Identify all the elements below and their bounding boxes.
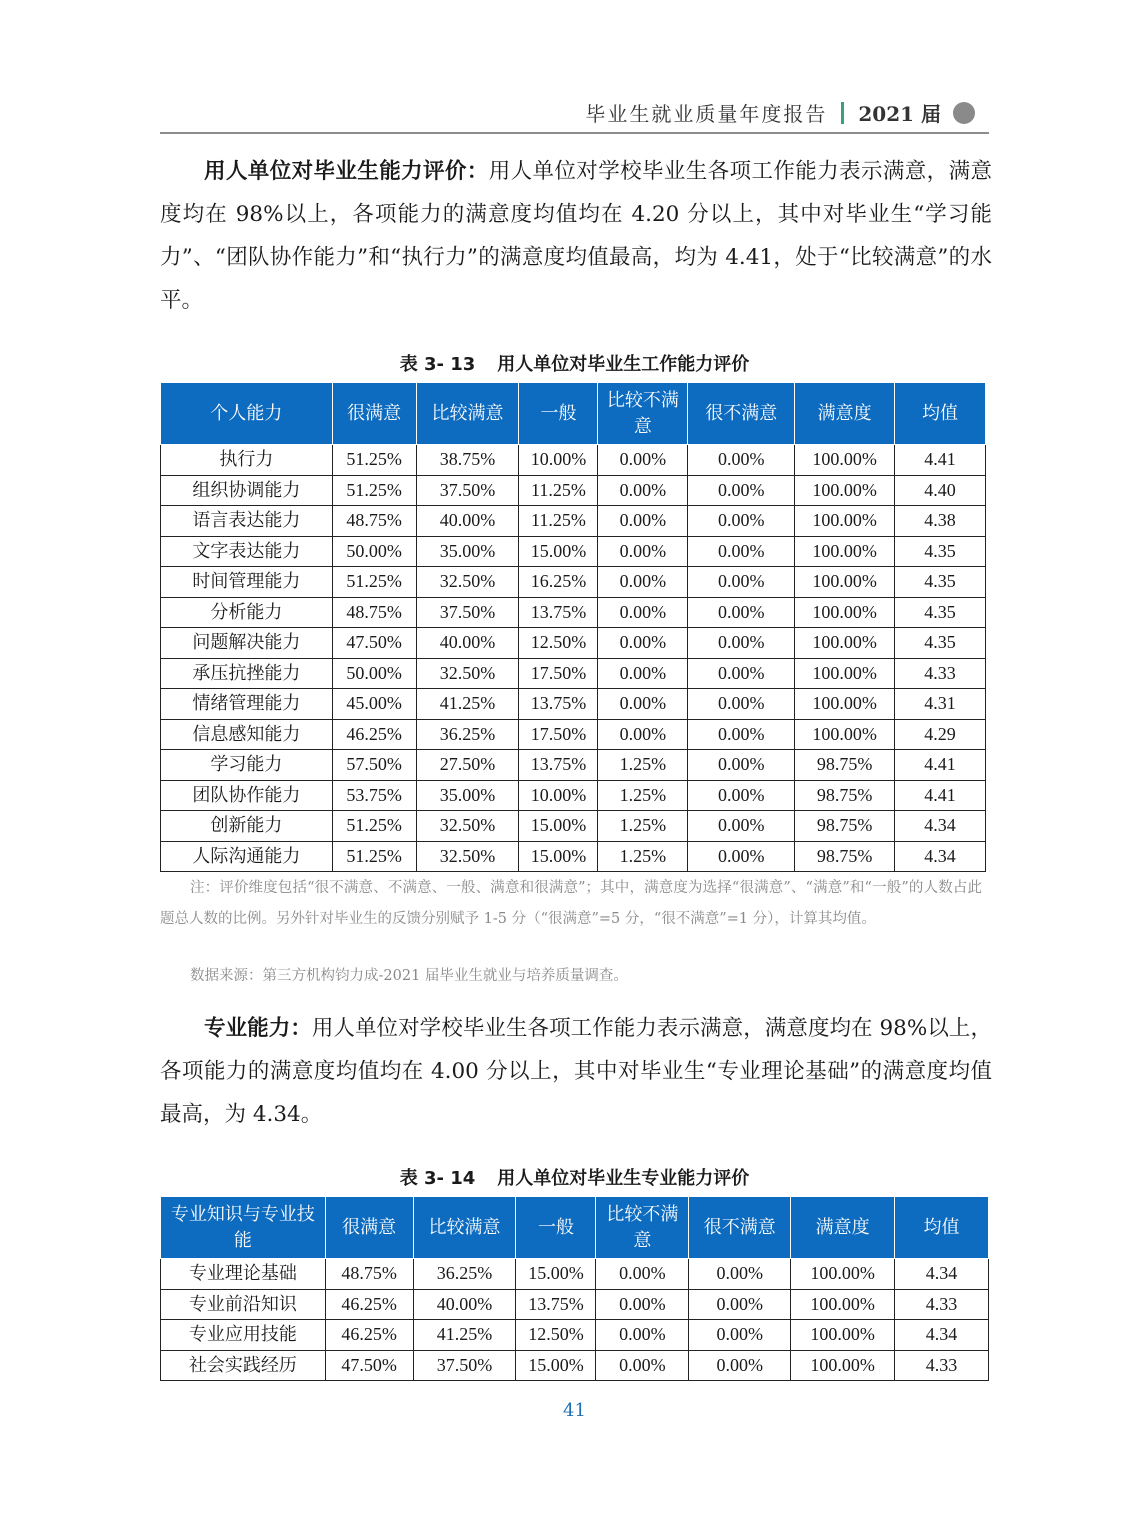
column-header: 均值 — [895, 1197, 989, 1259]
table-cell: 10.00% — [519, 780, 598, 811]
table-cell: 13.75% — [516, 1289, 596, 1320]
table2-title: 用人单位对毕业生专业能力评价 — [497, 1168, 750, 1189]
column-header: 一般 — [519, 383, 598, 445]
table-cell: 100.00% — [791, 1350, 895, 1381]
table-cell: 0.00% — [688, 536, 795, 567]
table-cell: 0.00% — [596, 1350, 689, 1381]
table1-number: 表 3- 13 — [399, 354, 476, 375]
table-cell: 45.00% — [332, 689, 416, 720]
table-cell: 0.00% — [688, 811, 795, 842]
table-cell: 1.25% — [598, 780, 688, 811]
table-cell: 0.00% — [598, 445, 688, 476]
column-header: 比较满意 — [416, 383, 519, 445]
table-cell: 50.00% — [332, 536, 416, 567]
table-row — [161, 841, 986, 872]
column-header: 比较不满意 — [596, 1197, 689, 1259]
table-row — [161, 719, 986, 750]
table-cell: 98.75% — [795, 841, 895, 872]
table-note: 注：评价维度包括“很不满意、不满意、一般、满意和很满意”；其中，满意度为选择“很满意”、“满意”和“一般”的人数占此题总人数的比例。另外针对毕业生的反馈分别赋予 1-5 分（“很满意”=5 分，“很不满意”=1 分），计算其均值。 — [160, 880, 982, 927]
row-label: 问题解决能力 — [161, 628, 333, 659]
table-cell: 0.00% — [598, 567, 688, 598]
table-cell: 100.00% — [795, 536, 895, 567]
column-header: 很满意 — [325, 1197, 413, 1259]
table-cell: 4.35 — [895, 597, 986, 628]
table-cell: 1.25% — [598, 841, 688, 872]
table-cell: 0.00% — [688, 658, 795, 689]
table-cell: 100.00% — [795, 567, 895, 598]
table-cell: 15.00% — [519, 536, 598, 567]
table-cell: 37.50% — [413, 1350, 516, 1381]
table-row — [161, 780, 986, 811]
table-cell: 0.00% — [598, 689, 688, 720]
paragraph-lead: 专业能力： — [204, 1016, 312, 1041]
table-cell: 50.00% — [332, 658, 416, 689]
work-ability-table — [160, 382, 986, 872]
table-cell: 0.00% — [598, 658, 688, 689]
table-cell: 15.00% — [516, 1259, 596, 1290]
table-row — [161, 1350, 989, 1381]
table-cell: 40.00% — [416, 506, 519, 537]
row-label: 分析能力 — [161, 597, 333, 628]
table-cell: 0.00% — [598, 597, 688, 628]
table-cell: 100.00% — [791, 1320, 895, 1351]
table-cell: 4.33 — [895, 658, 986, 689]
paragraph-lead: 用人单位对毕业生能力评价： — [204, 159, 489, 184]
table-row — [161, 689, 986, 720]
table-cell: 0.00% — [598, 719, 688, 750]
table-cell: 4.31 — [895, 689, 986, 720]
table-cell: 4.34 — [895, 841, 986, 872]
row-label: 团队协作能力 — [161, 780, 333, 811]
header-year: 2021 届 — [858, 102, 941, 126]
table-cell: 13.75% — [519, 750, 598, 781]
table-cell: 4.34 — [895, 1320, 989, 1351]
table-cell: 48.75% — [332, 597, 416, 628]
row-label: 文字表达能力 — [161, 536, 333, 567]
table-cell: 53.75% — [332, 780, 416, 811]
table-cell: 0.00% — [688, 475, 795, 506]
table-cell: 0.00% — [689, 1320, 791, 1351]
table-cell: 100.00% — [795, 597, 895, 628]
table-cell: 12.50% — [519, 628, 598, 659]
table-cell: 4.33 — [895, 1350, 989, 1381]
table-cell: 0.00% — [688, 750, 795, 781]
table-cell: 51.25% — [332, 567, 416, 598]
table-cell: 98.75% — [795, 811, 895, 842]
table-cell: 41.25% — [413, 1320, 516, 1351]
table-cell: 37.50% — [416, 475, 519, 506]
table-cell: 36.25% — [416, 719, 519, 750]
row-label: 人际沟通能力 — [161, 841, 333, 872]
table-cell: 51.25% — [332, 811, 416, 842]
table-cell: 13.75% — [519, 597, 598, 628]
column-header: 均值 — [895, 383, 986, 445]
data-source: 数据来源：第三方机构钧力成-2021 届毕业生就业与培养质量调查。 — [190, 968, 628, 984]
table-cell: 27.50% — [416, 750, 519, 781]
table-row — [161, 628, 986, 659]
table-cell: 4.34 — [895, 811, 986, 842]
table-row — [161, 506, 986, 537]
row-label: 情绪管理能力 — [161, 689, 333, 720]
table-cell: 15.00% — [519, 841, 598, 872]
table-cell: 40.00% — [413, 1289, 516, 1320]
header-dot-icon — [953, 102, 975, 124]
table-cell: 4.38 — [895, 506, 986, 537]
table-cell: 13.75% — [519, 689, 598, 720]
table-cell: 15.00% — [519, 811, 598, 842]
table-cell: 51.25% — [332, 841, 416, 872]
table-cell: 35.00% — [416, 780, 519, 811]
table-cell: 0.00% — [689, 1259, 791, 1290]
table-cell: 0.00% — [598, 475, 688, 506]
table-cell: 4.35 — [895, 536, 986, 567]
table-cell: 41.25% — [416, 689, 519, 720]
table-row — [161, 750, 986, 781]
table-cell: 10.00% — [519, 445, 598, 476]
table-cell: 32.50% — [416, 811, 519, 842]
column-header: 专业知识与专业技能 — [161, 1197, 326, 1259]
table-cell: 17.50% — [519, 658, 598, 689]
table-cell: 100.00% — [795, 506, 895, 537]
table-cell: 32.50% — [416, 567, 519, 598]
column-header: 比较不满意 — [598, 383, 688, 445]
table-cell: 57.50% — [332, 750, 416, 781]
table-row — [161, 1259, 989, 1290]
page-number: 41 — [563, 1400, 586, 1421]
page-header — [160, 96, 989, 134]
table-cell: 0.00% — [689, 1289, 791, 1320]
table-cell: 35.00% — [416, 536, 519, 567]
table-cell: 100.00% — [795, 628, 895, 659]
table-cell: 1.25% — [598, 811, 688, 842]
table-cell: 4.35 — [895, 567, 986, 598]
table-cell: 37.50% — [416, 597, 519, 628]
table-cell: 0.00% — [688, 445, 795, 476]
table-cell: 12.50% — [516, 1320, 596, 1351]
column-header: 很不满意 — [688, 383, 795, 445]
row-label: 承压抗挫能力 — [161, 658, 333, 689]
table-cell: 48.75% — [325, 1259, 413, 1290]
table-cell: 0.00% — [688, 689, 795, 720]
paragraph-professional-ability — [160, 1007, 992, 1136]
table-row — [161, 475, 986, 506]
column-header: 比较满意 — [413, 1197, 516, 1259]
row-label: 专业应用技能 — [161, 1320, 326, 1351]
table-cell: 0.00% — [688, 506, 795, 537]
table-cell: 16.25% — [519, 567, 598, 598]
table-cell: 4.33 — [895, 1289, 989, 1320]
table-cell: 100.00% — [795, 445, 895, 476]
row-label: 专业前沿知识 — [161, 1289, 326, 1320]
table-cell: 4.41 — [895, 445, 986, 476]
row-label: 信息感知能力 — [161, 719, 333, 750]
table-cell: 100.00% — [795, 475, 895, 506]
header-content — [585, 98, 975, 127]
table-cell: 0.00% — [688, 780, 795, 811]
row-label: 创新能力 — [161, 811, 333, 842]
table1-title: 用人单位对毕业生工作能力评价 — [497, 354, 750, 375]
table1-caption — [160, 350, 989, 376]
row-label: 时间管理能力 — [161, 567, 333, 598]
table-cell: 0.00% — [689, 1350, 791, 1381]
table-cell: 100.00% — [791, 1289, 895, 1320]
table-cell: 1.25% — [598, 750, 688, 781]
table-cell: 32.50% — [416, 841, 519, 872]
table-row — [161, 658, 986, 689]
table-cell: 98.75% — [795, 750, 895, 781]
table2-number: 表 3- 14 — [399, 1168, 476, 1189]
table-row — [161, 1320, 989, 1351]
table-cell: 0.00% — [596, 1259, 689, 1290]
paragraph-work-ability — [160, 150, 992, 322]
professional-ability-table — [160, 1196, 989, 1381]
paragraph-text: 用人单位对学校毕业生各项工作能力表示满意，满意度均在 98%以上，各项能力的满意度均值均在 4.00 分以上，其中对毕业生“专业理论基础”的满意度均值最高，为 4.34。 — [160, 1016, 992, 1127]
table-cell: 0.00% — [688, 567, 795, 598]
table-cell: 17.50% — [519, 719, 598, 750]
row-label: 语言表达能力 — [161, 506, 333, 537]
column-header: 一般 — [516, 1197, 596, 1259]
table-cell: 46.25% — [325, 1289, 413, 1320]
table-row — [161, 811, 986, 842]
table-cell: 32.50% — [416, 658, 519, 689]
table-row — [161, 1289, 989, 1320]
table-cell: 0.00% — [688, 841, 795, 872]
table-cell: 0.00% — [596, 1289, 689, 1320]
table-cell: 51.25% — [332, 445, 416, 476]
row-label: 社会实践经历 — [161, 1350, 326, 1381]
table-cell: 48.75% — [332, 506, 416, 537]
table-row — [161, 567, 986, 598]
header-separator — [841, 102, 844, 124]
table-header-row — [161, 383, 986, 445]
table-cell: 4.35 — [895, 628, 986, 659]
table-cell: 98.75% — [795, 780, 895, 811]
column-header: 很满意 — [332, 383, 416, 445]
table-cell: 47.50% — [325, 1350, 413, 1381]
table-cell: 51.25% — [332, 475, 416, 506]
table-cell: 4.34 — [895, 1259, 989, 1290]
table-cell: 0.00% — [596, 1320, 689, 1351]
table-cell: 11.25% — [519, 475, 598, 506]
table-cell: 0.00% — [688, 719, 795, 750]
table-cell: 100.00% — [791, 1259, 895, 1290]
table-cell: 46.25% — [325, 1320, 413, 1351]
table-cell: 0.00% — [598, 506, 688, 537]
row-label: 学习能力 — [161, 750, 333, 781]
table-cell: 0.00% — [688, 628, 795, 659]
table-cell: 4.29 — [895, 719, 986, 750]
table-row — [161, 445, 986, 476]
table-cell: 100.00% — [795, 689, 895, 720]
row-label: 专业理论基础 — [161, 1259, 326, 1290]
table-cell: 36.25% — [413, 1259, 516, 1290]
column-header: 个人能力 — [161, 383, 333, 445]
table-cell: 100.00% — [795, 719, 895, 750]
column-header: 满意度 — [795, 383, 895, 445]
table-cell: 4.40 — [895, 475, 986, 506]
header-title: 毕业生就业质量年度报告 — [585, 102, 828, 126]
table-cell: 47.50% — [332, 628, 416, 659]
row-label: 执行力 — [161, 445, 333, 476]
column-header: 满意度 — [791, 1197, 895, 1259]
table2-caption — [160, 1164, 989, 1190]
table-cell: 4.41 — [895, 750, 986, 781]
table-cell: 100.00% — [795, 658, 895, 689]
table-cell: 46.25% — [332, 719, 416, 750]
row-label: 组织协调能力 — [161, 475, 333, 506]
table-cell: 15.00% — [516, 1350, 596, 1381]
paragraph-text: 用人单位对学校毕业生各项工作能力表示满意，满意度均在 98%以上，各项能力的满意度均值均在 4.20 分以上，其中对毕业生“学习能力”、“团队协作能力”和“执行力”的满意度均值最高，均为 4.41，处于“比较满意”的水平。 — [160, 159, 992, 313]
table-cell: 0.00% — [598, 536, 688, 567]
table-cell: 40.00% — [416, 628, 519, 659]
table-header-row — [161, 1197, 989, 1259]
table-cell: 0.00% — [598, 628, 688, 659]
table-row — [161, 597, 986, 628]
column-header: 很不满意 — [689, 1197, 791, 1259]
table-cell: 11.25% — [519, 506, 598, 537]
table-cell: 4.41 — [895, 780, 986, 811]
table-cell: 38.75% — [416, 445, 519, 476]
table-row — [161, 536, 986, 567]
table-cell: 0.00% — [688, 597, 795, 628]
